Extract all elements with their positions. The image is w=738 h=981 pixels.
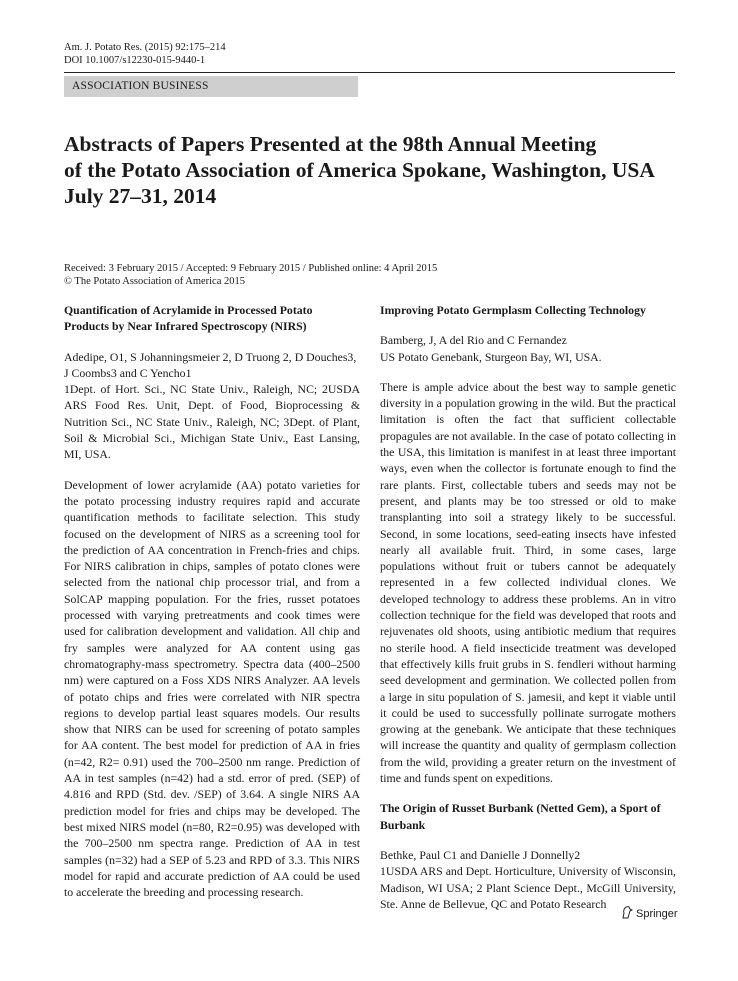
journal-citation: Am. J. Potato Res. (2015) 92:175–214 <box>64 42 226 53</box>
section-label: ASSOCIATION BUSINESS <box>64 76 358 97</box>
copyright: © The Potato Association of America 2015 <box>64 276 246 287</box>
abstract-3-affiliations: 1USDA ARS and Dept. Horticulture, University of Wisconsin, Madison, WI USA; 2 Plant Science Dept., McGill University, Ste. Anne de Bellevue, QC and Potato Research <box>380 864 676 911</box>
abstract-2 <box>380 302 676 912</box>
abstract-3-authors: Bethke, Paul C1 and Danielle J Donnelly2 <box>380 847 581 862</box>
title-line-2: of the Potato Association of America Spokane, Washington, USA <box>64 158 655 182</box>
header-rule <box>64 72 675 73</box>
title-line-3: July 27–31, 2014 <box>64 184 217 208</box>
title-line-1: Abstracts of Papers Presented at the 98th Annual Meeting <box>64 132 597 156</box>
abstract-1 <box>64 302 360 900</box>
abstract-1-affiliations: 1Dept. of Hort. Sci., NC State Univ., Raleigh, NC; 2USDA ARS Food Res. Unit, Dept. of Food, Bioprocessing & Nutrition Sci., NC State Univ., Raleigh, NC; 3Dept. of Plant, Soil & Microbial Sci., Michigan State Univ., East Lansing, MI, USA. <box>64 382 360 462</box>
springer-horse-icon <box>621 906 633 919</box>
page-title <box>64 131 674 209</box>
abstract-1-title: Quantification of Acrylamide in Processed Potato Products by Near Infrared Spectroscopy (NIRS) <box>64 303 313 334</box>
abstract-3-title: The Origin of Russet Burbank (Netted Gem), a Sport of Burbank <box>380 801 661 832</box>
doi-line[interactable]: DOI 10.1007/s12230-015-9440-1 <box>64 55 206 66</box>
abstract-2-title: Improving Potato Germplasm Collecting Technology <box>380 303 646 317</box>
abstract-2-body: There is ample advice about the best way to sample genetic diversity in a population growing in the wild. But the practical limitation is often the fact that sufficient collectable propagules are not available. In the case of potato collecting in the USA, this limitation is manifest in at least three important ways, even when the collector is fortunate enough to find the rare plants. First, collectable tubers and seeds may not be present, and plants may be too stressed or old to make transplanting into soil a strategy likely to be successful. Second, in some locations, seed-eating insects have infested nearly all available fruit. Third, in some cases, large populations without fruit or tubers cannot be adequately represented in a few collected individual clones. We developed technology to address these problems. An in vitro collection technique for the field was developed that roots and rejuvenates old shoots, using antibiotic medium that requires no sterile hood. A field insecticide treatment was developed that effectively kills fruit grubs in S. fendleri without harming seed development and germination. We collected pollen from a large in situ population of S. jamesii, and kept it viable until it could be used to successfully pollinate surrogate mothers growing at the genebank. We anticipate that these techniques will increase the quantity and quality of germplasm collection from the wild, providing a greater return on the investment of time and funds spent on expeditions. <box>380 379 676 786</box>
publication-dates: Received: 3 February 2015 / Accepted: 9 February 2015 / Published online: 4 April 2015 <box>64 263 438 274</box>
springer-logo <box>621 906 678 921</box>
abstract-1-body: Development of lower acrylamide (AA) potato varieties for the potato processing industry requires rapid and accurate quantification methods to facilitate selection. This study focused on the development of NIRS as a screening tool for the prediction of AA concentration in French-fries and chips. For NIRS calibration in chips, samples of potato clones were selected from the national chip processor trial, and from a SolCAP mapping population. For the fries, russet potatoes processed with varying pretreatments and cook times were used for calibration development and validation. All chip and fry samples were analyzed for AA content using gas chromatography-mass spectrometry. Spectra data (400–2500 nm) were captured on a Foss XDS NIRS Analyzer. AA levels of potato chips and fries were correlated with NIR spectra regions to develop partial least squares models. Our results show that NIRS can be used for screening of potato samples for AA content. The best model for prediction of AA in fries (n=42, R2= 0.91) used the 700–2500 nm range. Prediction of AA in test samples (n=42) had a std. error of pred. (SEP) of 4.816 and RPD (Std. dev. /SEP) of 3.64. A single NIRS AA prediction model for fries and chips may be developed. The best mixed NIRS model (n=80, R2=0.95) was developed with the 700–2500 nm spectra range. Prediction of AA in test samples (n=32) had a SEP of 5.23 and RPD of 3.3. This NIRS model for rapid and accurate prediction of AA could be used to accelerate the breeding and processing research. <box>64 477 360 900</box>
abstract-1-authors: Adedipe, O1, S Johanningsmeier 2, D Truong 2, D Douches3, J Coombs3 and C Yencho1 <box>64 349 357 380</box>
abstract-2-authors: Bamberg, J, A del Rio and C Fernandez <box>380 333 567 348</box>
abstract-2-affiliation: US Potato Genebank, Sturgeon Bay, WI, USA. <box>380 349 602 364</box>
publisher-name: Springer <box>636 908 678 920</box>
